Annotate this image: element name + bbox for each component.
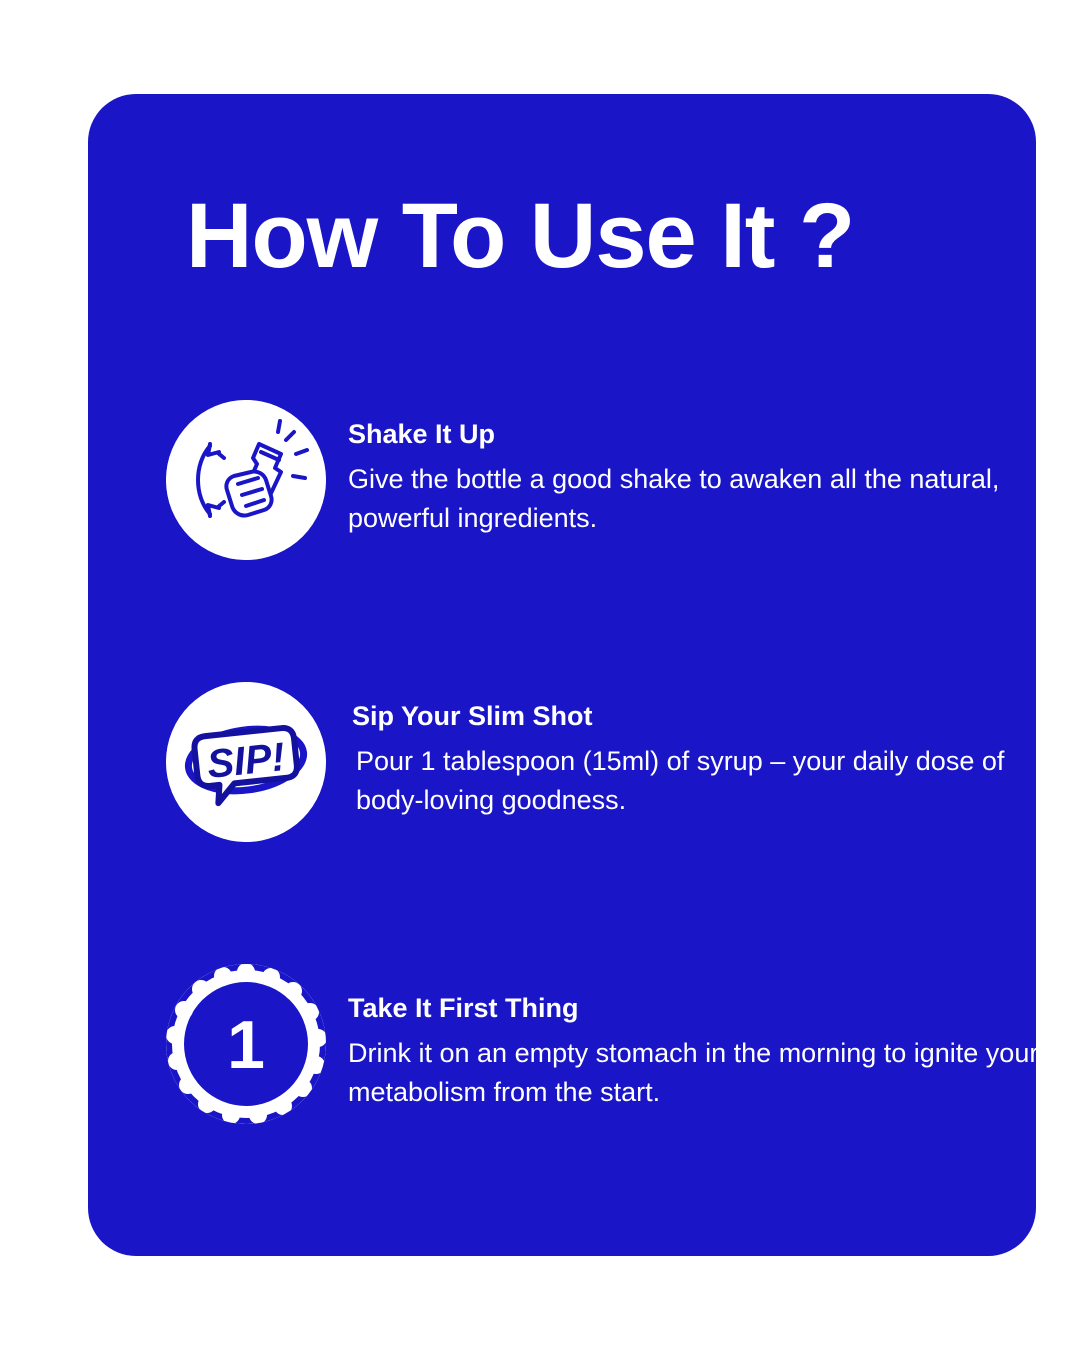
step-heading: Sip Your Slim Shot [352,701,593,731]
step-description: Drink it on an empty stomach in the morning to ignite your metabolism from the start. [348,1038,1039,1107]
step-description: Pour 1 tablespoon (15ml) of syrup – your daily dose of body-loving goodness. [356,746,1005,815]
steps-list [166,400,1046,1124]
step-content [348,400,1046,537]
step-description: Give the bottle a good shake to awaken all the natural, powerful ingredients. [348,464,1000,533]
list-item [166,682,1046,842]
sip-label: SIP! [205,735,288,787]
step-heading: Shake It Up [348,419,496,449]
step-content [348,964,1046,1111]
page-title: How To Use It ? [186,185,855,287]
how-to-use-card [88,94,1039,1256]
number-label: 1 [227,1007,265,1083]
step-content [348,682,1046,819]
number-one-badge-icon [166,964,326,1124]
list-item [166,964,1046,1124]
sip-speech-bubble-icon [166,682,326,842]
step-heading: Take It First Thing [348,993,579,1023]
shaking-bottle-icon [166,400,326,560]
list-item [166,400,1046,560]
